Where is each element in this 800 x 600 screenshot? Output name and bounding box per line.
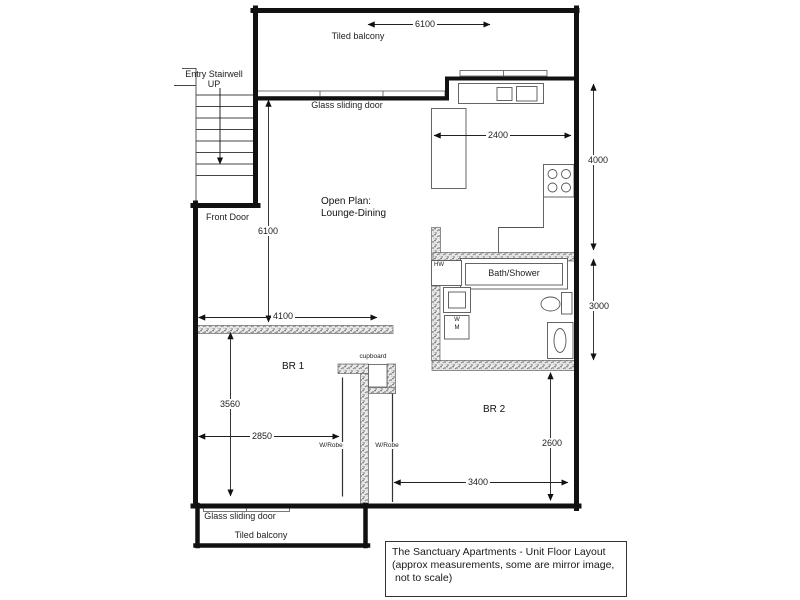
- open-plan-label: Open Plan: Lounge-Dining: [321, 196, 387, 219]
- dim-bath-length: 3000: [589, 301, 610, 311]
- kitchen-window: [460, 71, 547, 77]
- sink-bowl-icon: [517, 87, 538, 102]
- dim-balcony-width: 6100: [414, 19, 436, 29]
- kitchen-bench: [432, 84, 544, 253]
- dim-lounge-length: 6100: [257, 226, 279, 236]
- glass-sliding-door-top: [257, 91, 445, 97]
- entry-stairwell-label: Entry Stairwell UP: [185, 69, 243, 90]
- dim-lounge-width: 4100: [272, 311, 294, 321]
- wrobe-br2-label: W/Robe: [375, 442, 399, 449]
- tiled-balcony-bottom-label: Tiled balcony: [234, 530, 288, 540]
- dim-br2-width: 3400: [467, 477, 489, 487]
- cupboard-interior: [369, 365, 388, 388]
- glass-door-top-label: Glass sliding door: [311, 100, 383, 110]
- basin-icon: [444, 288, 471, 313]
- sink-bowl-icon: [497, 88, 512, 101]
- stove-icon: [544, 165, 575, 198]
- washing-machine-label: W M: [454, 317, 460, 331]
- vanity-icon: [548, 323, 574, 359]
- wrobe-br1-label: W/Robe: [319, 442, 343, 449]
- dim-br1-length: 3560: [219, 399, 241, 409]
- bath-shower-label: Bath/Shower: [488, 268, 540, 278]
- br1-label: BR 1: [282, 361, 305, 372]
- dim-kitchen-length: 4000: [588, 155, 609, 165]
- dim-br1-width: 2850: [251, 431, 273, 441]
- front-door-label: Front Door: [206, 212, 250, 222]
- hot-water-label: HW: [434, 262, 444, 268]
- dim-br2-length: 2600: [541, 438, 563, 448]
- dim-kitchen-width: 2400: [487, 130, 509, 140]
- glass-door-bottom-label: Glass sliding door: [204, 511, 276, 521]
- tiled-balcony-top-label: Tiled balcony: [331, 31, 385, 41]
- br2-label: BR 2: [483, 404, 506, 415]
- toilet-icon: [541, 293, 572, 315]
- title-block: The Sanctuary Apartments - Unit Floor Layout (approx measurements, some are mirror image, not to scale): [385, 541, 627, 597]
- cupboard-label: cupboard: [359, 353, 387, 360]
- fridge-unit: [432, 109, 467, 189]
